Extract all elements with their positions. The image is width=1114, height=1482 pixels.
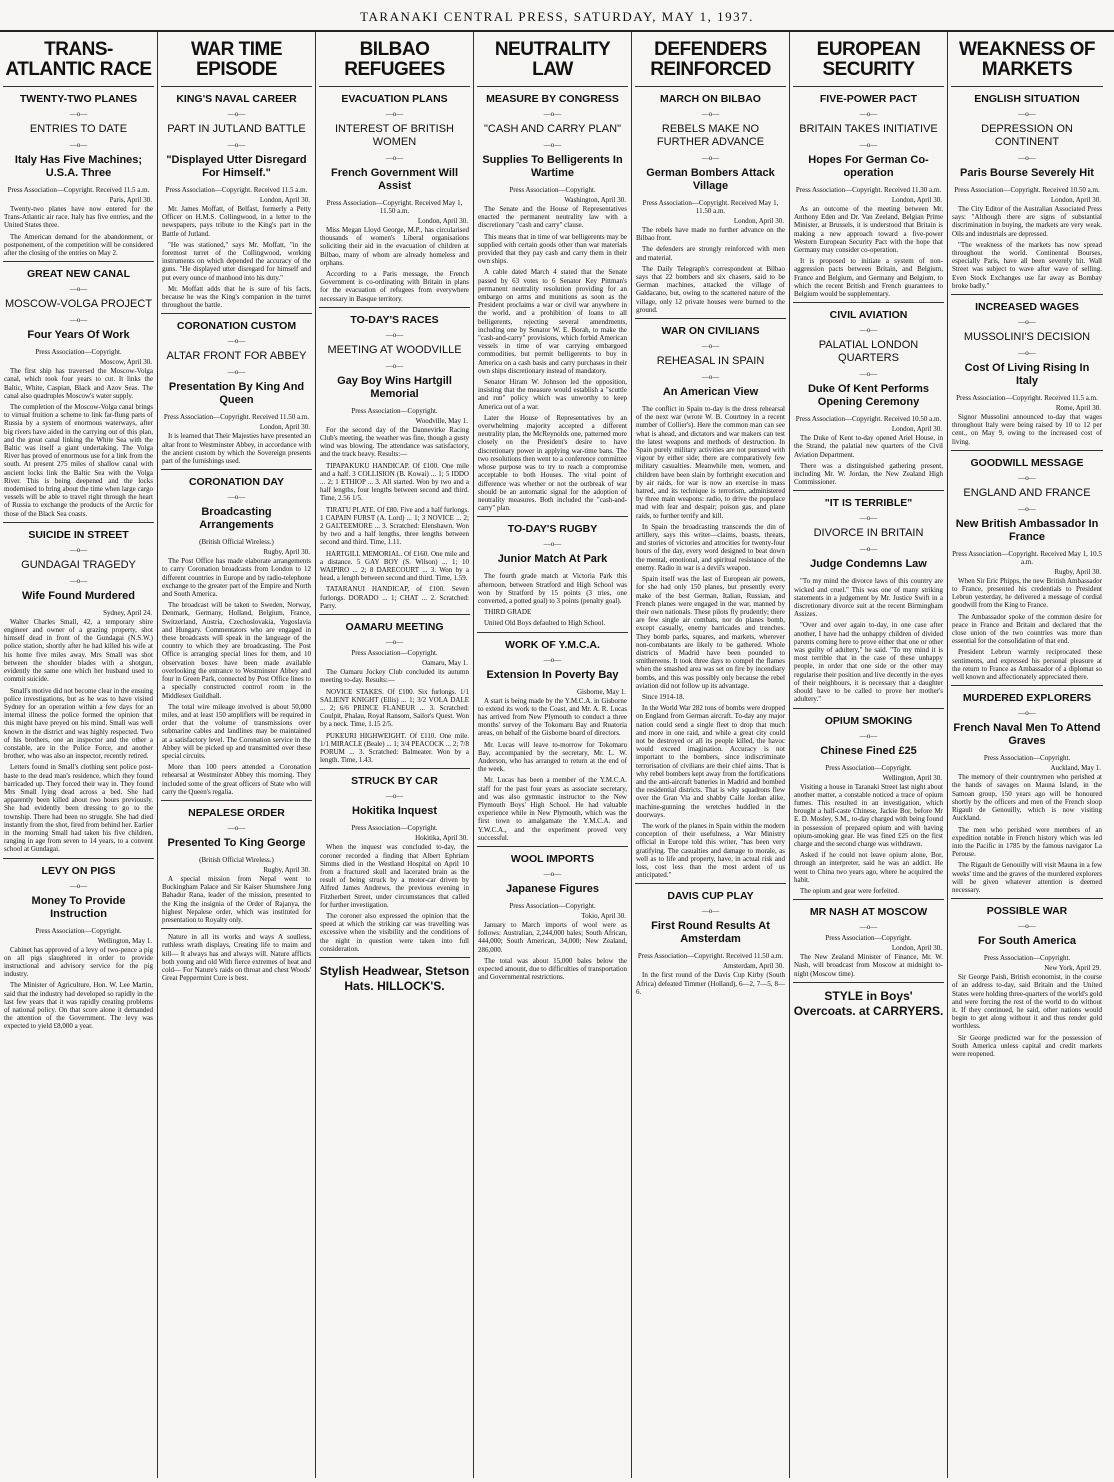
ornament: —o— <box>701 373 720 382</box>
credit-line: Press Association—Copyright. <box>983 754 1071 763</box>
column <box>790 32 948 1478</box>
ornament: —o— <box>1018 110 1036 118</box>
headline: OAMARU MEETING <box>345 621 444 634</box>
divider <box>635 318 786 319</box>
credit-line: Press Association—Copyright. <box>825 934 912 943</box>
article-paragraph: In the first round of the Davis Cup Kirby (South Africa) defeated Timmer (Holland), 6—2, 7—5, 8—6. <box>636 971 785 996</box>
article-paragraph: The Post Office has made elaborate arrangements to carry Coronation broadcasts from London to 12 different countries in Europe and by radio-telephone exchange to the greater part of the Empire and North and South America. <box>162 557 311 599</box>
credit-line: (British Official Wireless.) <box>199 538 274 547</box>
ornament: —o— <box>69 545 88 554</box>
divider <box>793 302 944 303</box>
deck-headline: German Bombers Attack Village <box>646 167 775 192</box>
ornament: —o— <box>859 110 878 118</box>
article-paragraph: The completion of the Moscow-Volga canal brings to virtual fruition a scheme to link far-flung parts of Russia by a system of enormous waterways, after big rivers have aided in the carrying out of this plan, and the great canal linking the White Sea with the Baltic was itself a giant undertaking. The Volga River has proved of enormous use for a link from the south. At present 275 miles of shallow canal with ancient locks link the Baltic Sea with the Volga River. This is being deepened and the locks modernised to bring about the time when large cargo vessels will be able to travel right through the heart of Russia to exchange the products of the Arctic for those of the Black Sea coasts. <box>4 403 153 518</box>
divider <box>951 898 1103 899</box>
article-paragraph: Since 1914-18. <box>642 692 685 701</box>
ornament: —o— <box>385 110 404 118</box>
headline: TO-DAY'S RACES <box>350 313 439 326</box>
article-paragraph: Mr. Lucas will leave to-morrow for Tokomaru Bay, accompanied by the secretary, Mr. L. W. Anderson, who has arranged to return at the end of the week. <box>478 740 627 774</box>
headline: ENGLISH SITUATION <box>974 93 1080 105</box>
article-paragraph: This means that in time of war belligerents may be supplied with certain goods other than war materials provided that they pay cash and carry them in their own ships. <box>478 232 627 266</box>
ornament: —o— <box>543 655 562 664</box>
article-paragraph: Visiting a house in Taranaki Street last night about another matter, a constable noticed a trace of opium fumes. This resulted in an investigation, which brought a half-caste Chinese, Jackie Bor, before Mr E. D. Mosley, S.M., to-day charged with being found in possession of prepared opium and with having opium-smoking gear. He was fined £25 on the first charge and the second charge was withdrawn. <box>794 782 943 848</box>
divider <box>951 685 1103 686</box>
article-paragraph: President Lebrun warmly reciprocated these sentiments, and expressed his personal pleasure at the return to France as Ambassador of a diplomat so well known and affectionately appreciated there. <box>952 648 1102 682</box>
ornament: —o— <box>227 823 246 832</box>
headline: EVACUATION PLANS <box>341 93 448 105</box>
headline: STRUCK BY CAR <box>351 775 438 788</box>
ornament: —o— <box>227 493 246 502</box>
article-paragraph: Nature in all its works and ways A soulless, ruthless wrath displays, Creating life to maim and kill— It always has and always will. Nature afflicts both young and old With fierce extremes of heat and cold— For Nature's raids on throat and chest Woods' Great Peppermint Cure is best. <box>162 933 311 983</box>
article-paragraph: In Spain the broadcasting transcends the din of artillery, says this writer—claims, boasts, threats, and stories of victories and atrocities for twenty-four hours of the day, every word designed to beat down the mental, emotional, and spiritual resistance of the enemy. Radio in war is a devil's weapon. <box>636 522 785 572</box>
article-paragraph: Miss Megan Lloyd George, M.P., has circularised thousands of women's Liberal organisations soliciting their aid in the evacuation of children at Bilbao, many of whom are already homeless and orphans. <box>320 226 469 267</box>
article-paragraph: Mr. Lucas has been a member of the Y.M.C.A. staff for the past four years as associate secretary, and was also gymnastic instructor to the New Plymouth Boys' High School. He had valuable experience while in New Plymouth, which was the first town to amalgamate the Y.M.C.A. and Y.W.C.A., and the experiment proved very successful. <box>478 776 627 842</box>
ornament: —o— <box>859 326 878 335</box>
article-paragraph: Mr. James Moffatt, of Belfast, formerly a Petty Officer on H.M.S. Collingwood, in a letter to the newspapers, pays tribute to the King's part in the Battle of Jutland. <box>162 205 311 238</box>
article-paragraph: The total was about 15,000 bales below the expected amount, due to difficulties of transportation and Governmental restrictions. <box>478 956 627 982</box>
article-paragraph: The Minister of Agriculture, Hon. W. Lee Martin, said that the industry had developed so rapidly in the last few years that it was rapidly creating problems of national policy. On that score alone it demanded the attention of the Government. The levy was expected to yield £8,000 a year. <box>4 981 153 1031</box>
subheadline: MUSSOLINI'S DECISION <box>963 331 1091 344</box>
advertisement: Stylish Headwear, Stetson Hats. HILLOCK'S. <box>319 963 470 993</box>
article-paragraph: The Duke of Kent to-day opened Ariel House, in the Strand, the palatial new quarters of the Civil Aviation Department. <box>794 434 943 459</box>
article-paragraph: The total wire mileage involved is about 50,000 miles, and at least 150 amplifiers will be required in order that the volume of transmissions over submarine cables and landlines may be maintained at a satisfactory level. The Coronation service in the Abbey will be picked up and transmitted over these special circuits. <box>162 702 311 760</box>
ornament: —o— <box>385 154 404 162</box>
article-paragraph: A start is being made by the Y.M.C.A. in Gisborne to extend its work to the Coast, and Mr. A. R. Lucas has arrived from New Plymouth to conduct a three months' survey of the Tokomaru Bay and Ruatoria areas, on behalf of the Gisborne board of directors. <box>478 696 627 738</box>
article-paragraph: January to March imports of wool were as follows: Australian, 2,244,000 bales; South African, 444,000; South American, 34,000; New Zealand, 286,000. <box>478 920 627 954</box>
ornament: —o— <box>385 792 404 801</box>
headline: OPIUM SMOKING <box>824 714 913 727</box>
ornament: —o— <box>701 154 720 162</box>
article-paragraph: As an outcome of the meeting between Mr. Anthony Eden and Dr. Van Zeeland, Belgian Prime Minister, at Brussels, it is understood that Britain is making a new approach toward a five-power Western European Security Pact with the hope that Germany may consider co-operation. <box>794 205 943 255</box>
article-paragraph: Sir George predicted war for the possession of South America unless capital and credit markets were reopened. <box>952 1033 1102 1058</box>
dateline: Washington, April 30. <box>564 196 626 204</box>
ornament: —o— <box>1018 709 1036 718</box>
article-paragraph: The American demand for the abandonment, or postponement, of the competition will be considered after the closing of the entries on May 2. <box>4 232 153 258</box>
ornament: —o— <box>227 368 246 377</box>
ornament: —o— <box>385 638 404 647</box>
subheadline: ENGLAND AND FRANCE <box>963 486 1091 499</box>
deck-headline: "Displayed Utter Disregard For Himself." <box>166 154 307 179</box>
credit-line: Press Association—Copyright. <box>351 406 438 415</box>
divider <box>793 490 944 491</box>
subheadline: REHEASAL IN SPAIN <box>656 355 765 368</box>
credit-line: Press Association—Copyright. Received 10.50 a.m. <box>795 415 942 424</box>
headline: MARCH ON BILBAO <box>660 93 761 105</box>
ornament: —o— <box>701 907 720 916</box>
article-paragraph: Asked if he could not leave opium alone, Bor, through an interpreter, said he was an addict. He went to China two years ago, where he acquired the habit. <box>794 851 943 884</box>
deck-headline: Presented To King George <box>167 836 306 849</box>
divider <box>319 957 470 958</box>
ornament: —o— <box>69 285 88 294</box>
column-title: WEAKNESS OF MARKETS <box>959 39 1095 80</box>
dateline: New York, April 29. <box>1044 964 1101 973</box>
dateline: London, April 30. <box>891 944 942 953</box>
headline: POSSIBLE WAR <box>986 905 1068 918</box>
divider <box>793 982 944 983</box>
credit-line: Press Association—Copyright. Received 11.30 a.m. <box>795 186 942 194</box>
divider <box>951 450 1103 451</box>
dateline: London, April 30. <box>259 196 310 204</box>
columns <box>0 32 1114 1478</box>
credit-line: Press Association—Copyright. Received 11.5 a.m. <box>956 394 1098 403</box>
column <box>474 32 632 1478</box>
credit-line: Press Association—Copyright. <box>509 186 596 194</box>
divider <box>319 614 470 615</box>
subheadline: MOSCOW-VOLGA PROJECT <box>4 298 153 311</box>
deck-headline: Gay Boy Wins Hartgill Memorial <box>337 374 452 400</box>
deck-headline: Broadcasting Arrangements <box>199 506 274 532</box>
ornament: —o— <box>543 141 562 149</box>
column-title: NEUTRALITY LAW <box>494 39 611 80</box>
article-paragraph: The New Zealand Minister of Finance, Mr. W. Nash, will broadcast from Moscow at midnight to-night (Moscow time). <box>794 953 943 978</box>
column <box>632 32 790 1478</box>
divider <box>477 516 628 517</box>
divider <box>161 86 312 87</box>
headline: MR NASH AT MOSCOW <box>809 906 928 919</box>
subheadline: PALATIAL LONDON QUARTERS <box>818 339 919 365</box>
ornament: —o— <box>69 576 88 585</box>
ornament: —o— <box>701 342 720 351</box>
article-paragraph: Spain itself was the last of European air powers, for she had only 150 planes, but presently every make of the best German, Italian, Russian, and French planes were engaged in the war, manned by their own nationals. These pilots fly prudently; there are few single air combats, nor do planes bomb, except casually, enemy barricades and trenches. They bomb parks, squares, and markets, wherever non-combatants are likely to be gathered. Whole districts of Madrid have been pounded to smithereens. It took three days to compel the flames when the smashed area was set on fire by incendiary bombs, and this was possibly only because the rebel aviation did not follow up its advantage. <box>636 575 785 690</box>
ornament: —o— <box>1018 922 1036 931</box>
headline: CORONATION CUSTOM <box>176 320 297 333</box>
article-paragraph: When the inquest was concluded to-day, the coroner recorded a finding that Albert Ephriam Simms died in the Westland Hospital on April 10 from a fractured skull and lacerated brain as the result of being struck by a motor-car driven by Alfred James Andrews, the previous evening in Fitzherbert Street, under circumstances that called for further investigation. <box>320 843 469 909</box>
subheadline: MEETING AT WOODVILLE <box>327 343 462 356</box>
subheadline: "CASH AND CARRY PLAN" <box>483 123 621 135</box>
deck-headline: Duke Of Kent Performs Opening Ceremony <box>807 383 930 409</box>
headline: WORK OF Y.M.C.A. <box>505 638 600 651</box>
headline: GREAT NEW CANAL <box>26 268 131 281</box>
dateline: Moscow, April 30. <box>99 358 152 367</box>
article-paragraph: Senator Hiram W. Johnson led the opposition, insisting that the measure would establish a "scuttle and run" policy which was unworthy to keep America out of a war. <box>478 378 627 411</box>
article-paragraph: A cable dated March 4 stated that the Senate passed by 63 votes to 6 Senator Key Pittman's permanent neutrality resolution providing for an embargo on arms and munitions as soon as the President proclaims a war or civil war anywhere in the world, and a prohibition of loans to all belligerents, rejecting several amendments, including one by Senator W. E. Borah, to make the "cash-and-carry" provisions, which forbid American vessels in time of war carrying embargoed commodities, but permit belligerents to buy in America on a cash basis and carry purchases in their own ships discretionary instead of mandatory. <box>478 268 627 375</box>
dateline: London, April 30. <box>733 217 784 225</box>
ornament: —o— <box>1018 504 1036 513</box>
divider <box>635 86 786 87</box>
ornament: —o— <box>227 141 246 149</box>
ornament: —o— <box>69 141 88 149</box>
divider <box>161 928 312 929</box>
article-paragraph: It is learned that Their Majesties have presented an altar front to Westminster Abbey, in accordance with the ancient custom by which the Sovereign presents part of the furnishings used. <box>162 432 311 466</box>
ornament: —o— <box>543 869 562 878</box>
article-paragraph: The rebels have made no further advance on the Bilbao front. <box>636 226 785 243</box>
column <box>158 32 316 1478</box>
column-title: WAR TIME EPISODE <box>191 39 282 80</box>
divider <box>477 632 628 633</box>
subheadline: DEPRESSION ON CONTINENT <box>981 123 1073 148</box>
article-paragraph: The coroner also expressed the opinion that the speed at which the striking car was travelling was excessive when the visibility and the conditions of the night in question were taken into full consideration. <box>320 911 469 953</box>
credit-line: Press Association—Copyright. <box>35 348 122 357</box>
article-paragraph: It is proposed to initiate a system of non-aggression pacts between Britain, and Belgium, France and Belgium, and Germany and Belgium, to which the recent British and French guarantees to Belgium would be supplementary. <box>794 257 943 299</box>
deck-headline: Chinese Fined £25 <box>820 744 917 757</box>
credit-line: Press Association—Copyright. Received May 1, 11.50 a.m. <box>642 199 779 215</box>
dateline: Rugby, April 30. <box>263 548 310 557</box>
deck-headline: First Round Results At Amsterdam <box>651 920 770 946</box>
article-paragraph: The Daily Telegraph's correspondent at Bilbao says that 22 bombers and six chasers, said to be German machines, attacked the village of Galdacano, but, owing to the scattered nature of the village, only 12 private houses were burned to the ground. <box>636 264 785 314</box>
article-paragraph: The City Editor of the Australian Associated Press says: "Although there are signs of substantial discrimination in buying, the markets are very weak. Oils and industrials are depressed. <box>952 205 1102 238</box>
ornament: —o— <box>69 881 88 890</box>
deck-headline: Judge Condemns Law <box>810 558 927 571</box>
credit-line: Press Association—Copyright. <box>983 954 1071 963</box>
credit-line: Press Association—Copyright. Received 11.5 a.m. <box>7 186 150 194</box>
article-paragraph: The Senate and the House of Representatives enacted the permanent neutrality law with a discretionary "cash and carry" clause. <box>478 205 627 230</box>
credit-line: Press Association—Copyright. Received May 1, 10.5 a.m. <box>952 549 1102 566</box>
ornament: —o— <box>227 110 246 118</box>
dateline: Rome, April 30. <box>1055 404 1101 413</box>
dateline: Rugby, April 30. <box>263 865 310 874</box>
headline: MEASURE BY CONGRESS <box>486 93 619 105</box>
ornament: —o— <box>1018 318 1036 327</box>
divider <box>951 86 1103 87</box>
article-paragraph: THIRD GRADE <box>484 608 532 617</box>
credit-line: Press Association—Copyright. Received 11.50 a.m. <box>637 952 784 961</box>
article-paragraph: According to a Paris message, the French Government is co-ordinating with Britain in plans for the evacuation of refugees from everywhere necessary in Basque territory. <box>320 270 469 303</box>
article-paragraph: A special mission from Nepal went to Buckingham Palace and Sir Kaiser Shumshere Jung Bahadur Rana, leader of the mission, presented to the King the insignia of the Order of Rajanya, the highest Nepalese order, which was instituted for presentation to Royalty only. <box>162 874 311 924</box>
article-paragraph: The conflict in Spain to-day is the dress rehearsal of the next war (wrote W. B. Courtney in a recent number of Collier's). Here the common man can see what is ahead, and dictators and war makers can test the latest weapons and methods of destruction. In Spain purely military activities are not pursued with vigour by either side; there are comparatively few military casualties. Meanwhile men, women, and children have been slain by forthright execution and by air raids, for war is now an exercise in mass hatred, and its technique is terrorism, administered by three main weapons: radio, to drive the populace mad with fear and despair; poison gas, and plane raids, to further terrify and kill. <box>636 405 785 520</box>
ornament: —o— <box>859 731 878 740</box>
article-paragraph: The men who perished were members of an expedition notable in French history which was led into the Pacific in 1785 by the famous navigator La Perouse. <box>952 825 1102 859</box>
article-paragraph: The memory of their countrymen who perished at the hands of savages on Mauna Island, in the Samoan group, 150 years ago will be honoured shortly by the officers and men of the French sloop Rigault de Genouilly, which is now visiting Auckland. <box>952 773 1102 823</box>
deck-headline: Money To Provide Instruction <box>31 894 126 920</box>
article-paragraph: PUKEURI HIGHWEIGHT. Of £110. One mile. 1/1 MIRACLE (Beale) ... 1; 3/4 PEACOCK ... 2; 7/8 PORUM ... 3. Scratched: Balmeater. Won by a length. Time, 1.43. <box>320 731 469 765</box>
divider <box>477 846 628 847</box>
headline: FIVE-POWER PACT <box>819 93 918 105</box>
ornament: —o— <box>385 330 404 339</box>
headline: WAR ON CIVILIANS <box>661 325 760 338</box>
article-paragraph: Mr. Moffatt adds that he is sure of his facts, because he was the King's companion in the turret throughout the battle. <box>162 284 311 310</box>
subheadline: ALTAR FRONT FOR ABBEY <box>166 350 307 363</box>
article-paragraph: More than 100 peers attended a Coronation rehearsal at Westminster Abbey this morning. They included some of the great officers of State who will carry the Queen's regalia. <box>162 763 311 796</box>
divider <box>793 86 944 87</box>
deck-headline: French Government Will Assist <box>330 167 459 192</box>
ornament: —o— <box>1018 349 1036 358</box>
article-paragraph: Walter Charles Small, 42, a temporary shire engineer and owner of a grazing property, shot himself dead in front of the Gundagai (N.S.W.) police station, shortly after he had killed his wife at his home five miles away. Mrs Small was shot between the shoulder blades with a shotgun, evidently the same one which her husband used to commit suicide. <box>4 617 153 684</box>
subheadline: BRITAIN TAKES INITIATIVE <box>799 123 938 135</box>
article-paragraph: TIRATU PLATE. Of £80. Five and a half furlongs. 1 CAPAIN FURST (A. Lord) ... 1; 3 NOVICE ... 2; 2 GALTEEMORE ... 3. Scratched: Elenshawn. Won by two and a half lengths, three lengths between second and third. Time, 1.11. <box>320 505 469 547</box>
column <box>0 32 158 1478</box>
divider <box>3 261 154 262</box>
article-paragraph: Later the House of Representatives by an overwhelming majority accepted a different neutrality plan, the McReynolds one, patterned more closely on the President's desire to have discretionary power in applying war-time bans. The two resolutions then went to a conference committee whose purpose was to try to reach a compromise acceptable to both Houses. The vital point of difference was whether or not the outbreak of war should be an automatic signal for the adoption of neutrality measures. Both included the "cash-and-carry" plan. <box>478 413 627 513</box>
divider <box>3 522 154 523</box>
article-paragraph: For the second day of the Dannevirke Racing Club's meeting, the weather was fine, though a gusty wind was blowing. The attendance was satisfactory, and the track heavy. Results:— <box>320 425 469 459</box>
divider <box>477 86 628 87</box>
ornament: —o— <box>227 337 246 346</box>
article-paragraph: TATARANUI HANDICAP, of £100. Seven furlongs. DORADO ... 1; CHAT ... 2. Scratched: Parry. <box>320 585 469 610</box>
divider <box>319 86 470 87</box>
dateline: London, April 30. <box>891 425 942 434</box>
credit-line: Press Association—Copyright. <box>351 649 438 658</box>
headline: TO-DAY'S RUGBY <box>507 523 598 536</box>
divider <box>161 469 312 470</box>
headline: CORONATION DAY <box>188 476 285 489</box>
headline: GOODWILL MESSAGE <box>970 456 1084 469</box>
headline: KING'S NAVAL CAREER <box>176 93 297 105</box>
credit-line: Press Association—Copyright. <box>351 824 438 833</box>
column-title: EUROPEAN SECURITY <box>816 39 921 80</box>
article-paragraph: "Over and over again to-day, in one case after another, I have had the unhappy children of divided parents coming here to prove either that one or other was guilty of adultery," he said. "To my mind it is most terrible that in the case of these unhappy people, in order that one side or the other may regularise their position and live decently in the eyes of their neighbours, it is necessary that a daughter should have to be called to prove her mother's adultery." <box>794 621 943 704</box>
deck-headline: Junior Match At Park <box>497 553 608 566</box>
subheadline: GUNDAGAI TRAGEDY <box>21 558 136 571</box>
article-paragraph: Letters found in Small's clothing sent police post-haste to the dead man's residence, which they found barricaded up. They forced their way in. They found Mrs Small lying dead across a bed. She had apparently been killed about two hours previously. She had evidently been dressing to go to the township. There had been no struggle. She had died instantly from the shot, fired from behind her. Earlier in the morning Small had taken his five children, ranging in age from seven to 14 years, to a convent school at Gundagai. <box>4 763 153 854</box>
ornament: —o— <box>543 110 562 118</box>
divider <box>161 313 312 314</box>
dateline: Wellington, May 1. <box>97 936 152 945</box>
headline: LEVY ON PIGS <box>41 864 116 877</box>
deck-headline: French Naval Men To Attend Graves <box>953 722 1101 748</box>
dateline: London, April 30. <box>891 196 942 204</box>
dateline: Woodville, May 1. <box>415 416 468 425</box>
divider <box>951 294 1103 295</box>
ornament: —o— <box>859 141 878 149</box>
headline: DAVIS CUP PLAY <box>667 890 754 903</box>
ornament: —o— <box>385 361 404 370</box>
article-paragraph: The work of the planes in Spain within the modern conception of their usefulness, a War Ministry official in Europe told this writer, "has been very gratifying. The casualties and damage to morale, as well as to life and property, have, in actual risk and loss, cost less than the most ardent of us anticipated." <box>636 821 785 880</box>
credit-line: Press Association—Copyright. Received May 1, 11.50 a.m. <box>326 199 463 215</box>
divider <box>793 708 944 709</box>
article-paragraph: In the World War 282 tons of bombs were dropped on England from German aircraft. To-day any major nation could send a single fleet to drop that much and more in one raid, and while a great city could not be destroyed or all its people killed, the havoc would exceed imagination. Accuracy is not important to the bombers, since indiscriminate terrorisation of civilians are their chief aims. That is why rebel bombers kept away from the fortifications and the anti-aircraft batteries in Madrid and bombed the residential districts. That is why squadrons flew over the Gran Via and shabby Calle Jordan alike, machine-gunning the wretches huddled in the doorways. <box>636 704 785 819</box>
dateline: Hokitika, April 30. <box>415 834 468 843</box>
ornament: —o— <box>543 540 562 549</box>
ornament: —o— <box>859 545 878 554</box>
credit-line: Press Association—Copyright. <box>35 926 122 935</box>
article-paragraph: When Sir Eric Phipps, the new British Ambassador to France, presented his credentials to President Lebrun yesterday, he delivered a message of cordial goodwill from the King to France. <box>952 576 1102 610</box>
subheadline: DIVORCE IN BRITAIN <box>813 527 924 540</box>
column-title: TRANS-ATLANTIC RACE <box>5 39 152 80</box>
article-paragraph: The defenders are strongly reinforced with men and material. <box>636 245 785 262</box>
deck-headline: Hopes For German Co-operation <box>808 154 929 179</box>
masthead: TARANAKI CENTRAL PRESS, SATURDAY, MAY 1, 1937. <box>0 4 1114 32</box>
article-paragraph: Signor Mussolini announced to-day that wages throughout Italy were being raised by 10 to 12 per cent., on May 9, owing to the increased cost of living. <box>952 413 1102 446</box>
deck-headline: New British Ambassador In France <box>955 517 1099 543</box>
subheadline: INTEREST OF BRITISH WOMEN <box>335 123 454 148</box>
headline: CIVIL AVIATION <box>829 309 908 322</box>
dateline: Auckland, May 1. <box>1050 764 1101 773</box>
advertisement: STYLE in Boys' Overcoats. at CARRYERS. <box>793 988 944 1018</box>
article-paragraph: The fourth grade match at Victoria Park this afternoon, between Stratford and High School was won by Stratford by 15 points (3 tries, one converted, a potted goal) to 3 points (penalty goal). <box>478 572 627 605</box>
article-paragraph: The Rigault de Genouilly will visit Mauna in a few weeks' time and the graves of the murdered explorers will be given whatever attention is deemed necessary. <box>952 861 1102 894</box>
deck-headline: Wife Found Murdered <box>22 589 135 602</box>
dateline: London, April 30. <box>259 423 310 432</box>
divider <box>319 768 470 769</box>
article-paragraph: The Ambassador spoke of the common desire for peace in France and Britain and declared that the close union of the two countries was more than essential for the consolidation of that end. <box>952 612 1102 646</box>
deck-headline: Four Years Of Work <box>27 329 130 342</box>
article-paragraph: "He was stationed," says Mr. Moffatt, "in the foremost turret of the Collingwood, working instruments on which depended the accuracy of the guns. "He displayed utter disregard for himself and put every ounce of manhood into his duty." <box>162 240 311 282</box>
credit-line: Press Association—Copyright. Received 11.5 a.m. <box>165 186 308 194</box>
ornament: —o— <box>1018 473 1036 482</box>
dateline: Tokio, April 30. <box>581 911 626 920</box>
article-paragraph: TIPAPAKUKU HANDICAP. Of £100. One mile and a half. 3 COLLISION (B. Kowai) ... 1; 5 IDDO ... 2; 1 ETHIOP ... 3. All started. Won by two and a half lengths, four lengths between second and third. Time, 2.56 1/5. <box>320 461 469 503</box>
divider <box>161 800 312 801</box>
article-paragraph: NOVICE STAKES. Of £100. Six furlongs. 1/1 SALIENT KNIGHT (Ellis) ... 1; 3/2 VOLA DALE ... 2; 6/6 PRINCE FLANEUR ... 3. Scratched: Coulpit, Phalau, Royal Ransom, Sailor's Quest. Won by a neck. Time, 1.15 2/5. <box>320 687 469 729</box>
deck-headline: Supplies To Belligerents In Wartime <box>482 154 623 179</box>
deck-headline: Hokitika Inquest <box>352 805 437 818</box>
ornament: —o— <box>69 110 88 118</box>
deck-headline: Extension In Poverty Bay <box>486 668 619 681</box>
article-paragraph: Sir George Paish, British economist, in the course of an address to-day, said Britain and the United States were holding three-quarters of the world's gold and were forcing the rest of the world to do without it. If they continued, he said, other nations would begin to get along without it and thus render gold worthless. <box>952 973 1102 1031</box>
ornament: —o— <box>701 110 720 118</box>
headline: WOOL IMPORTS <box>510 852 595 865</box>
headline: TWENTY-TWO PLANES <box>19 93 138 105</box>
article-paragraph: Twenty-two planes have now entered for the Trans-Atlantic air race. Italy has five entries, and the United States three. <box>4 205 153 230</box>
article-paragraph: Cabinet has approved of a levy of two-pence a pig on all pigs slaughtered in order to provide instructional and advisory service for the pig industry. <box>4 945 153 979</box>
subheadline: REBELS MAKE NO FURTHER ADVANCE <box>656 123 765 148</box>
credit-line: Press Association—Copyright. <box>509 901 596 910</box>
dateline: Amsterdam, April 30. <box>722 962 784 971</box>
headline: NEPALESE ORDER <box>188 806 285 819</box>
article-paragraph: "To my mind the divorce laws of this country are wicked and cruel." This was one of many striking statements in a judgement by Mr. Justice Swift in a discretionary divorce suit at the recent Birmingham Assizes. <box>794 577 943 619</box>
column-title: DEFENDERS REINFORCED <box>650 39 771 80</box>
ornament: —o— <box>69 316 88 325</box>
credit-line: Press Association—Copyright. <box>825 763 912 772</box>
dateline: Wellington, April 30. <box>882 773 942 782</box>
dateline: Paris, April 30. <box>109 196 152 204</box>
credit-line: (British Official Wireless.) <box>199 855 274 864</box>
headline: SUICIDE IN STREET <box>28 528 129 541</box>
article-paragraph: The first ship has traversed the Moscow-Volga canal, which took four years to cut. It links the Baltic, White, Caspian, Black and Azov Seas. The canal also quadruples Moscow's water supply. <box>4 367 153 400</box>
headline: "IT IS TERRIBLE" <box>824 497 913 510</box>
article-paragraph: United Old Boys defaulted to High School. <box>484 619 606 628</box>
article-paragraph: The broadcast will be taken to Sweden, Norway, Denmark, Germany, Holland, Belgium, France, Switzerland, Austria, Czechoslovakia, Yugoslavia and Hungary. Commentators who are engaged in these broadcasts will speak in the language of the country to which they are broadcasting. The Post Office is arranging special lines for them, and 10 observation boxes have been made available overlooking the entrance to Westminster Abbey and four in Green Park, connected by Post Office lines to a specially constructed control room in the Middlesex Guildhall. <box>162 601 311 700</box>
article-paragraph: The Oamaru Jockey Club concluded its autumn meeting to-day. Results:— <box>320 668 469 685</box>
article-paragraph: There was a distinguished gathering present, including Mr. W. Jordan, the New Zealand High Commissioner. <box>794 461 943 487</box>
ornament: —o— <box>1018 154 1036 162</box>
article-paragraph: Small's motive did not become clear in the ensuing police investigations, but as he was to have visited Sydney for an operation within a few days for an internal illness the police formed the opinion that this might have preyed on his mind. Small was well known in the district and was highly respected. Two of his brothers, one an inspector and the other a constable, are in the Police Force, and another brother, who was also an inspector, recently retired. <box>4 686 153 761</box>
divider <box>319 307 470 308</box>
ornament: —o— <box>859 923 878 932</box>
headline: MURDERED EXPLORERS <box>962 692 1092 705</box>
deck-headline: Paris Bourse Severely Hit <box>960 167 1094 179</box>
dateline: London, April 30. <box>1050 196 1101 204</box>
dateline: Gisborne, May 1. <box>577 687 626 696</box>
dateline: Rugby, April 30. <box>1054 567 1101 576</box>
divider <box>793 899 944 900</box>
subheadline: PART IN JUTLAND BATTLE <box>167 123 306 135</box>
column <box>316 32 474 1478</box>
divider <box>3 858 154 859</box>
dateline: London, April 30. <box>417 217 468 225</box>
headline: INCREASED WAGES <box>975 301 1079 314</box>
dateline: Sydney, April 24. <box>103 608 152 617</box>
column <box>948 32 1106 1478</box>
dateline: Oamaru, May 1. <box>422 659 468 668</box>
article-paragraph: "The weakness of the markets has now spread throughout the world. Continental Bourses, especially Paris, have all been severely hit. Wall Street was subject to wave after wave of selling. Even Stock Exchanges use far away as Bombay broke badly." <box>952 240 1102 290</box>
column-title: BILBAO REFUGEES <box>344 39 445 80</box>
ornament: —o— <box>859 370 878 379</box>
deck-headline: Cost Of Living Rising In Italy <box>964 362 1090 388</box>
deck-headline: Japanese Figures <box>506 882 599 895</box>
subheadline: ENTRIES TO DATE <box>29 123 128 135</box>
article-paragraph: HARTGILL MEMORIAL. Of £160. One mile and a distance. 5 GAY BOY (S. Wilson) ... 1; 10 WAIPIRO ... 2; 8 DARECOURT ... 3. Won by a head, a length between second and third. Time, 1.59. <box>320 549 469 583</box>
deck-headline: An American View <box>662 386 759 399</box>
credit-line: Press Association—Copyright. Received 10.50 a.m. <box>954 186 1100 194</box>
deck-headline: Presentation By King And Queen <box>168 381 305 407</box>
divider <box>635 883 786 884</box>
deck-headline: Italy Has Five Machines; U.S.A. Three <box>14 154 143 179</box>
credit-line: Press Association—Copyright. Received 11.50 a.m. <box>163 413 310 422</box>
ornament: —o— <box>859 514 878 523</box>
divider <box>3 86 154 87</box>
deck-headline: For South America <box>978 935 1076 948</box>
article-paragraph: The opium and gear were forfeited. <box>800 886 900 895</box>
